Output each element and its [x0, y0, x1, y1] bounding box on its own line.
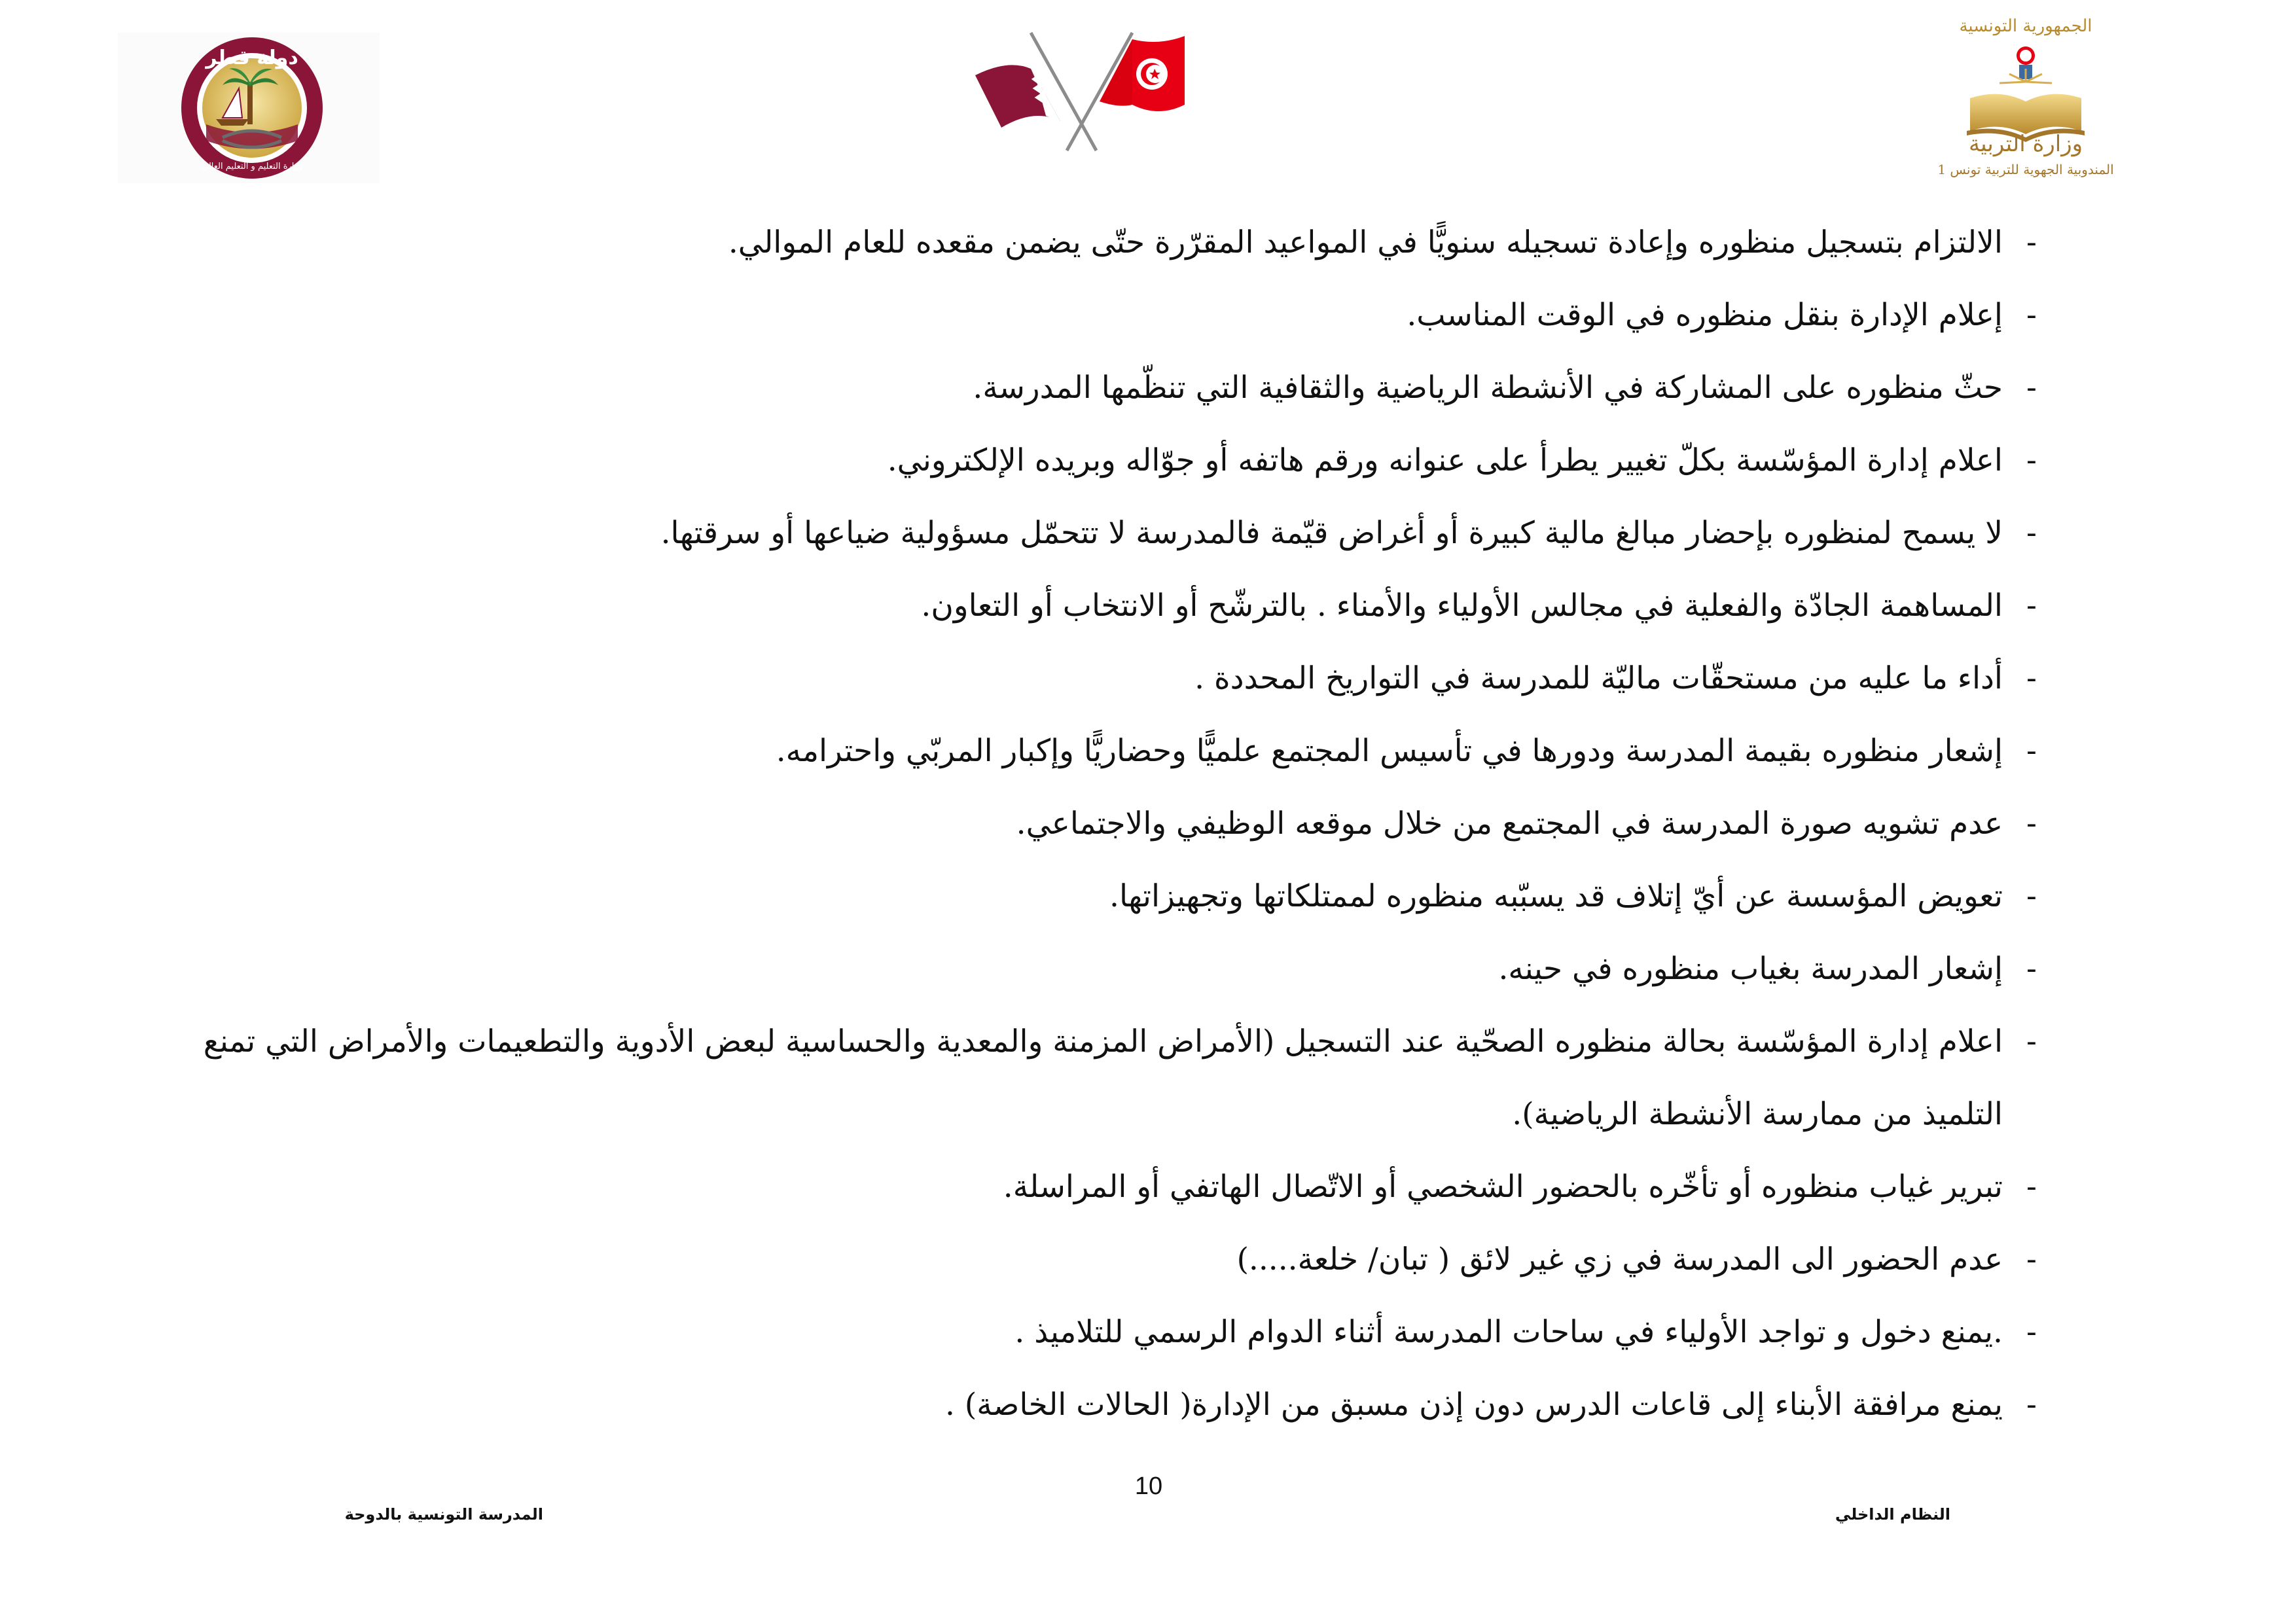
- rule-text: تعويض المؤسسة عن أيّ إتلاف قد يسبّبه منظوره لممتلكاتها وتجهيزاتها.: [1109, 878, 2003, 914]
- rule-text: عدم الحضور الى المدرسة في زي غير لائق ( تبان/ خلعة.....): [1236, 1241, 2003, 1277]
- bullet-dash: -: [2026, 297, 2037, 333]
- list-item: [190, 497, 2037, 569]
- bullet-dash: -: [2026, 370, 2037, 406]
- ministry-label: وزارة التربية: [1968, 131, 2083, 157]
- rule-text: إشعار منظوره بقيمة المدرسة ودورها في تأسيس المجتمع علميًّا وحضاريًّا وإكبار المربّي واحترامه.: [776, 733, 2003, 769]
- list-item: [190, 860, 2037, 933]
- bullet-dash: -: [2026, 442, 2037, 478]
- bullet-dash: -: [2026, 588, 2037, 624]
- rule-text: أداء ما عليه من مستحقّات ماليّة للمدرسة في التواريخ المحددة .: [1194, 660, 2003, 696]
- bullet-dash: -: [2026, 660, 2037, 696]
- bullet-dash: -: [2026, 878, 2037, 914]
- rule-text: يمنع مرافقة الأبناء إلى قاعات الدرس دون إذن مسبق من الإدارة( الحالات الخاصة) .: [945, 1387, 2003, 1423]
- svg-text:دولة قطر: دولة قطر: [206, 46, 298, 69]
- rule-text: تبرير غياب منظوره أو تأخّره بالحضور الشخصي أو الاتّصال الهاتفي أو المراسلة.: [1003, 1169, 2003, 1205]
- qatar-emblem-icon: [118, 26, 380, 190]
- list-item: [190, 715, 2037, 787]
- qatar-ministry-logo: [118, 26, 380, 190]
- rule-text: المساهمة الجادّة والفعلية في مجالس الأولياء والأمناء . بالترشّح أو الانتخاب أو التعاون.: [921, 588, 2003, 624]
- bullet-dash: -: [2026, 224, 2037, 260]
- crossed-flags-icon: [969, 29, 1191, 154]
- page-number: 10: [1134, 1472, 1163, 1500]
- rule-text: لا يسمح لمنظوره بإحضار مبالغ مالية كبيرة أو أغراض قيّمة فالمدرسة لا تتحمّل مسؤولية ضياعها أو سرقتها.: [660, 515, 2003, 551]
- list-item: [190, 1296, 2037, 1368]
- republic-label: الجمهورية التونسية: [1959, 16, 2092, 36]
- list-item: [190, 1150, 2037, 1223]
- footer-document-title: النظام الداخلي: [1835, 1505, 1950, 1524]
- list-item: [190, 569, 2037, 642]
- rule-text: .يمنع دخول و تواجد الأولياء في ساحات المدرسة أثناء الدوام الرسمي للتلاميذ .: [1014, 1314, 2003, 1350]
- list-item: [190, 1368, 2037, 1441]
- rule-text: إشعار المدرسة بغياب منظوره في حينه.: [1498, 951, 2003, 987]
- svg-text:وزارة التعليم و التعليم العالي: وزارة التعليم و التعليم العالي: [202, 162, 302, 171]
- list-item: [190, 206, 2037, 279]
- parent-obligations-list: [190, 206, 2037, 1441]
- crossed-flags-emblem: [969, 29, 1191, 154]
- bullet-dash: -: [2026, 806, 2037, 842]
- list-item: [190, 642, 2037, 715]
- rule-text: حثّ منظوره على المشاركة في الأنشطة الرياضية والثقافية التي تنظّمها المدرسة.: [973, 370, 2003, 406]
- rule-text: اعلام إدارة المؤسّسة بحالة منظوره الصحّية عند التسجيل (الأمراض المزمنة والمعدية والحساسية لبعض الأدوية والتطعيمات والأمراض التي تمنع التلميذ من ممارسة الأنشطة الرياضية).: [203, 1024, 2003, 1132]
- rule-text: إعلام الإدارة بنقل منظوره في الوقت المناسب.: [1407, 297, 2003, 333]
- bullet-dash: -: [2026, 1169, 2037, 1205]
- rule-text: الالتزام بتسجيل منظوره وإعادة تسجيله سنويًّا في المواعيد المقرّرة حتّى يضمن مقعده للعام الموالي.: [728, 224, 2003, 260]
- list-item: [190, 424, 2037, 497]
- list-item: [190, 1005, 2037, 1150]
- bullet-dash: -: [2026, 1314, 2037, 1350]
- bullet-dash: -: [2026, 951, 2037, 987]
- bullet-dash: -: [2026, 515, 2037, 551]
- rule-text: اعلام إدارة المؤسّسة بكلّ تغيير يطرأ على عنوانه ورقم هاتفه أو جوّاله وبريده الإلكتروني.: [887, 442, 2003, 478]
- tunisia-ministry-logo: [1937, 16, 2114, 187]
- footer-school-name: المدرسة التونسية بالدوحة: [344, 1505, 543, 1524]
- list-item: [190, 1223, 2037, 1296]
- region-label: المندوبية الجهوية للتربية تونس 1: [1937, 162, 2114, 177]
- list-item: [190, 351, 2037, 424]
- bullet-dash: -: [2026, 1387, 2037, 1423]
- bullet-dash: -: [2026, 733, 2037, 769]
- rule-text: عدم تشويه صورة المدرسة في المجتمع من خلال موقعه الوظيفي والاجتماعي.: [1016, 806, 2003, 842]
- bullet-dash: -: [2026, 1241, 2037, 1277]
- qatar-flag-icon: [975, 65, 1060, 128]
- list-item: [190, 933, 2037, 1005]
- list-item: [190, 279, 2037, 351]
- bullet-dash: -: [2026, 1024, 2037, 1060]
- list-item: [190, 787, 2037, 860]
- tunisia-flag-icon: [1100, 36, 1185, 111]
